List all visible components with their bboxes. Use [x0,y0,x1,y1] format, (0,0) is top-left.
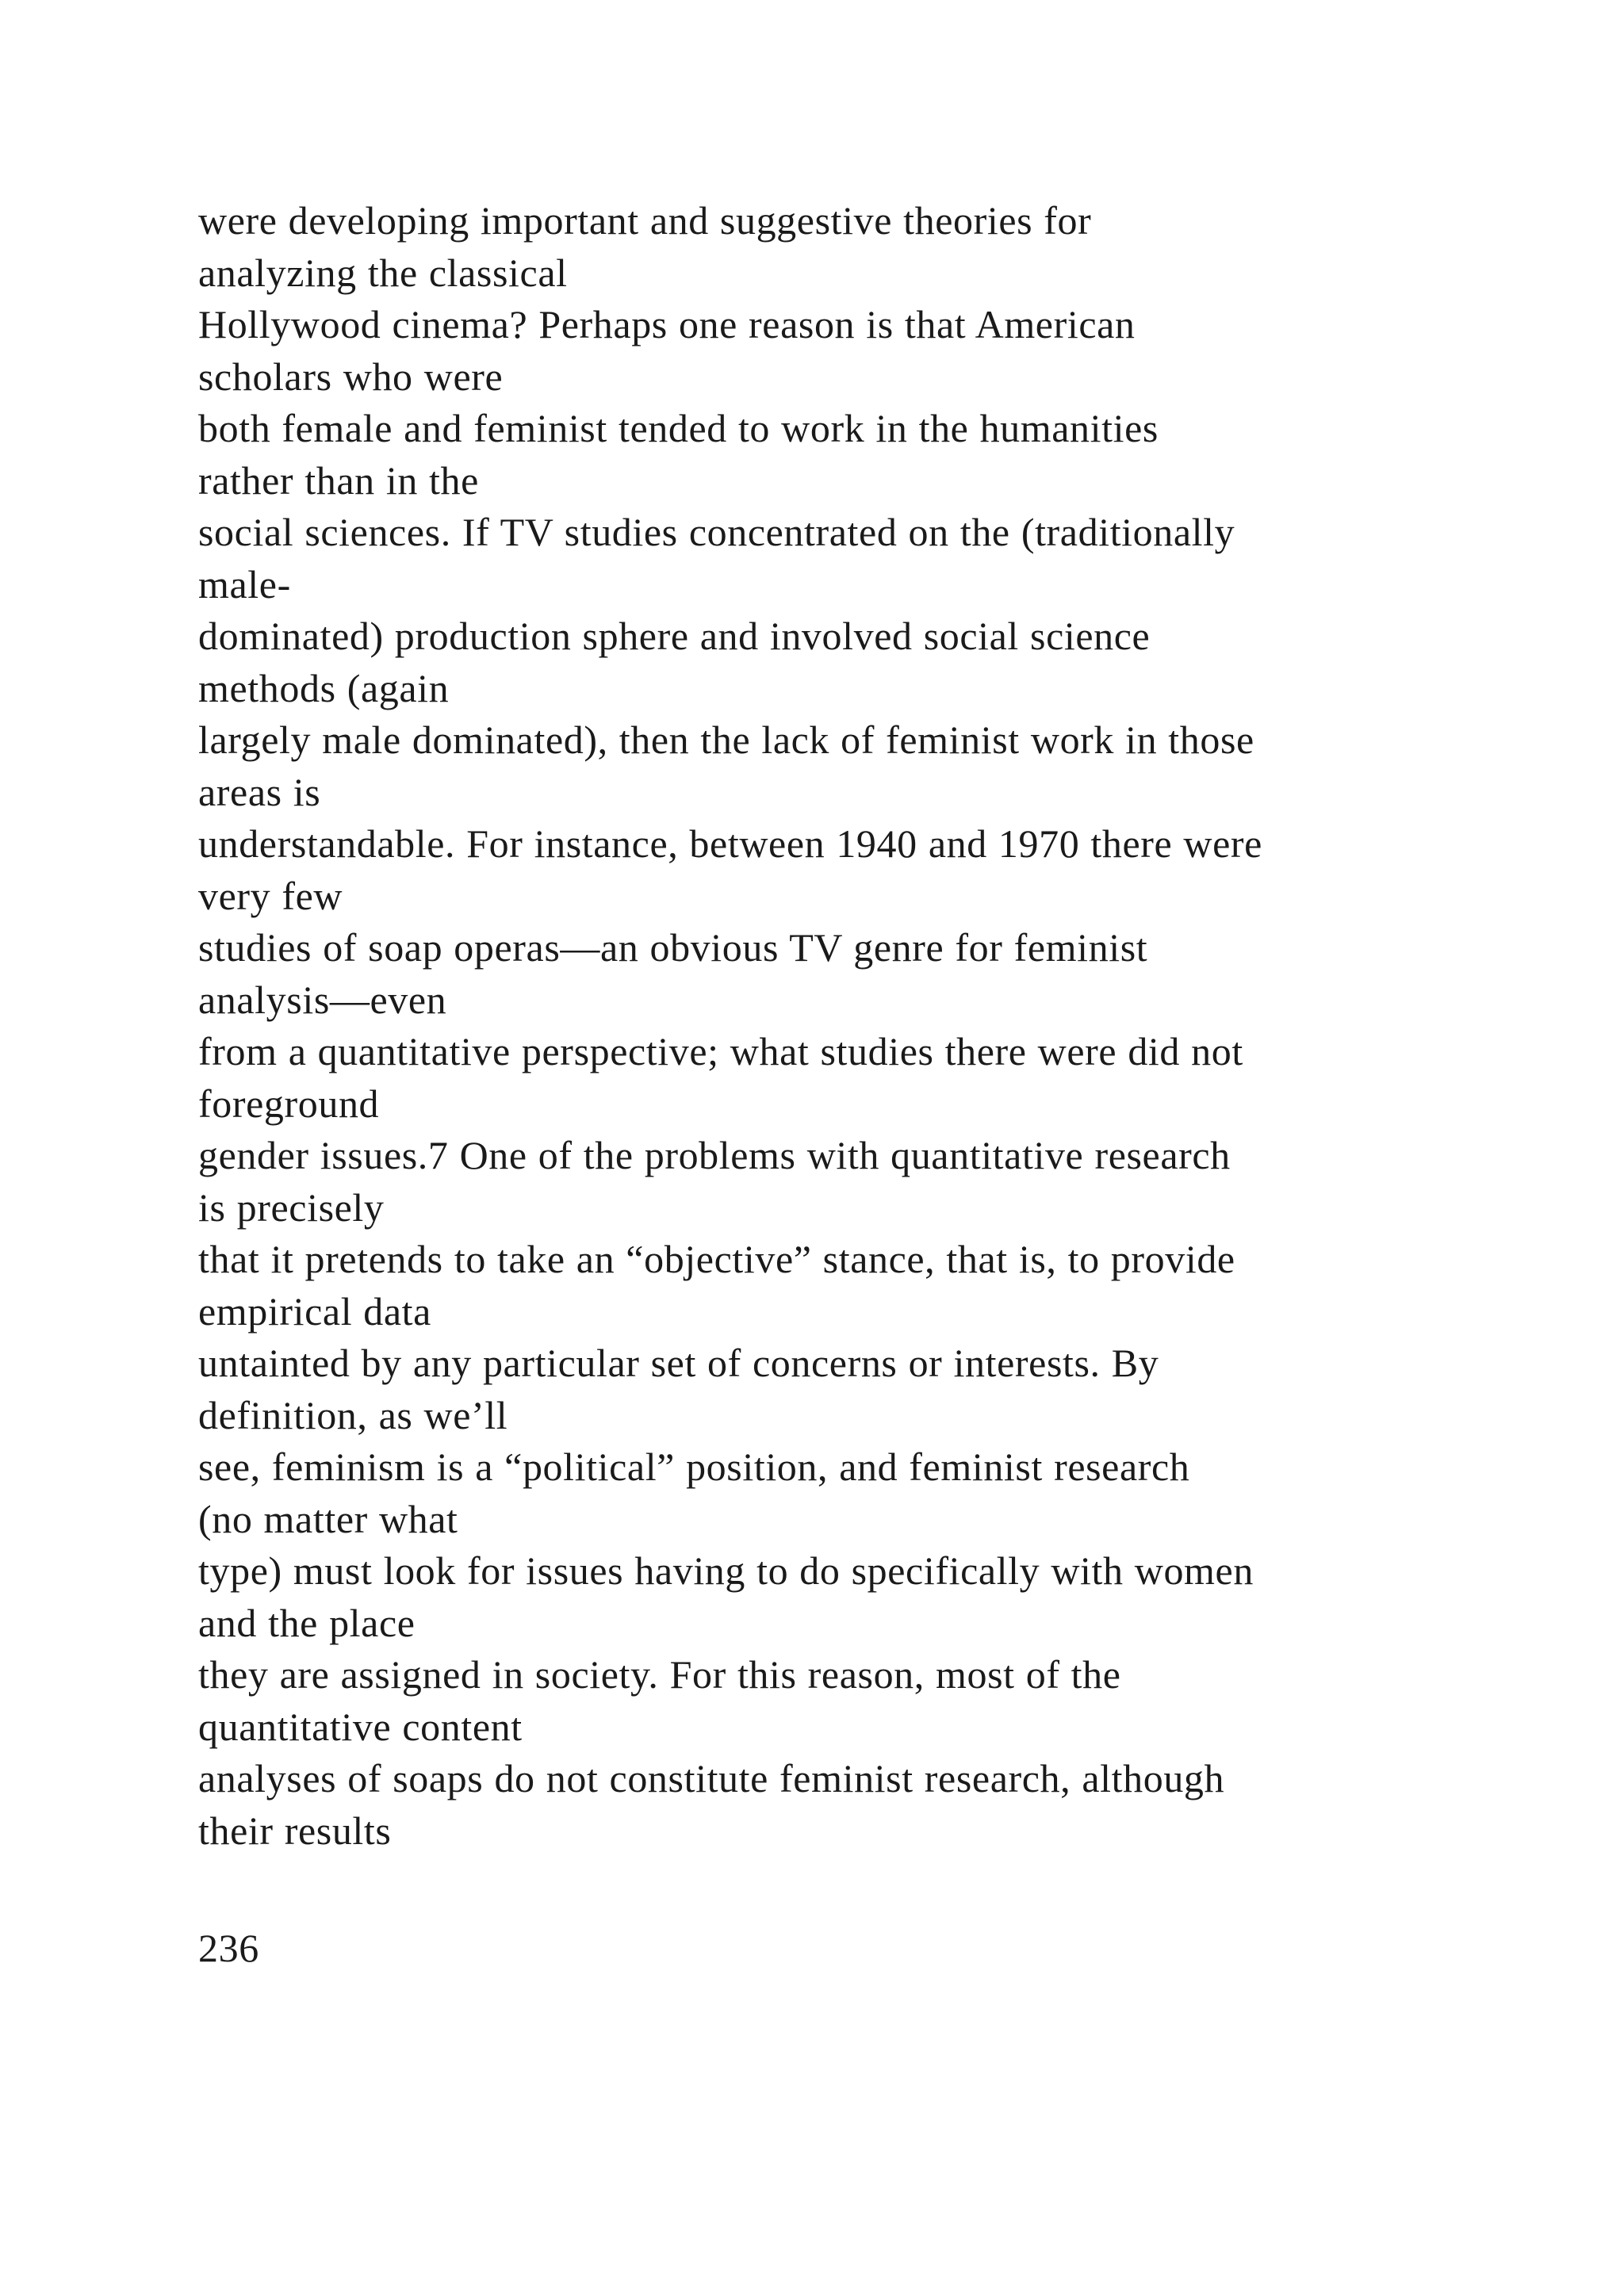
text-line-7: social sciences. If TV studies concentrated on the (traditionally [198,510,1235,554]
text-line-8: male- [198,561,291,607]
text-line-21: that it pretends to take an “objective” stance, that is, to provide [198,1237,1235,1281]
text-line-1: were developing important and suggestive theories for [198,198,1092,243]
text-line-6: rather than in the [198,457,479,503]
text-line-13: understandable. For instance, between 1940 and 1970 there were [198,821,1262,866]
text-line-16: analysis—even [198,977,447,1022]
text-line-25: see, feminism is a “political” position, and feminist research [198,1445,1190,1489]
text-line-31: analyses of soaps do not constitute feminist research, although [198,1756,1225,1800]
text-line-24: definition, as we’ll [198,1392,508,1437]
text-line-15: studies of soap operas—an obvious TV genre for feminist [198,925,1148,970]
text-line-29: they are assigned in society. For this reason, most of the [198,1652,1121,1697]
text-line-10: methods (again [198,665,450,710]
text-line-11: largely male dominated), then the lack of feminist work in those [198,718,1254,762]
text-line-27: type) must look for issues having to do specifically with women [198,1548,1254,1593]
text-line-14: very few [198,873,343,918]
text-line-9: dominated) production sphere and involved social science [198,614,1151,658]
text-line-26: (no matter what [198,1496,458,1541]
text-line-12: areas is [198,769,321,814]
text-line-20: is precisely [198,1184,385,1230]
text-line-22: empirical data [198,1288,431,1334]
body-text [198,195,1546,1857]
text-line-23: untainted by any particular set of concerns or interests. By [198,1341,1159,1385]
text-line-2: analyzing the classical [198,250,568,295]
text-line-28: and the place [198,1600,416,1645]
text-line-30: quantitative content [198,1704,523,1749]
text-line-4: scholars who were [198,354,504,399]
text-line-18: foreground [198,1081,380,1126]
text-line-17: from a quantitative perspective; what studies there were did not [198,1029,1243,1073]
text-line-19: gender issues.7 One of the problems with quantitative research [198,1133,1231,1177]
page-number: 236 [198,1926,259,1970]
text-line-3: Hollywood cinema? Perhaps one reason is that American [198,302,1136,346]
text-line-5: both female and feminist tended to work in the humanities [198,406,1159,450]
text-line-32: their results [198,1808,392,1853]
